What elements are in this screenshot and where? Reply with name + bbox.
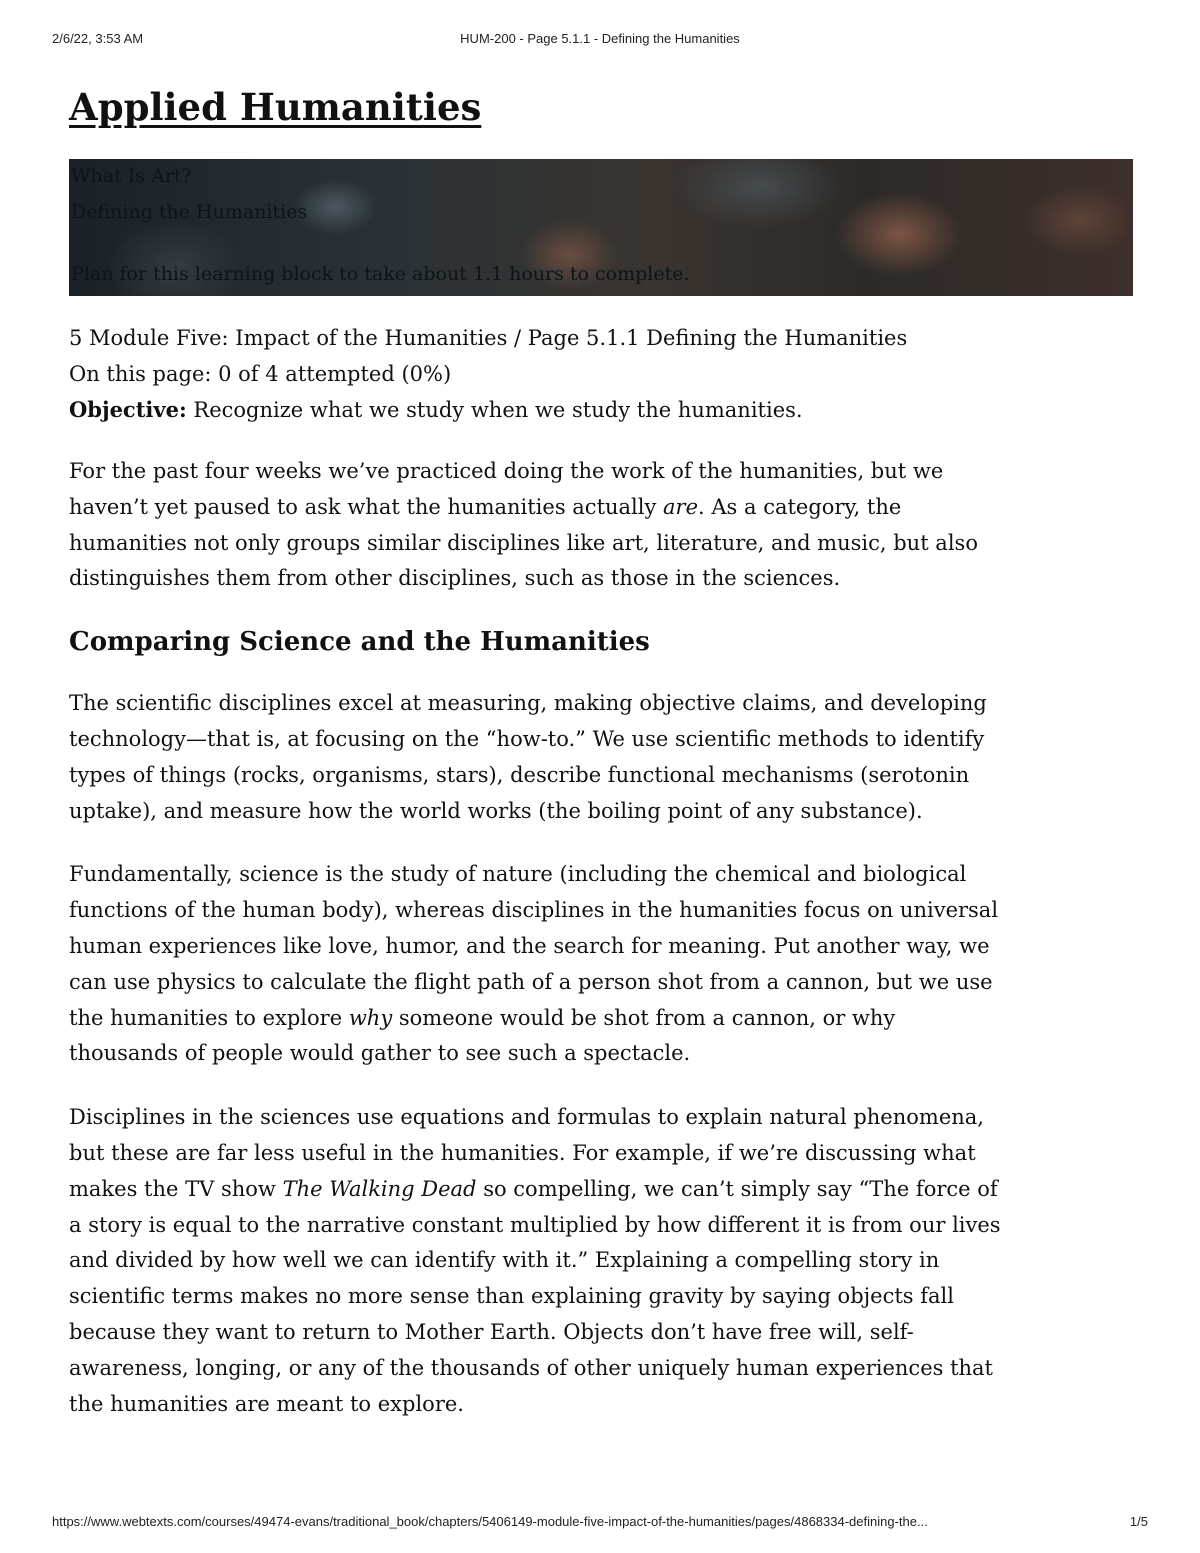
text-line: Disciplines in the sciences use equations and formulas to explain natural phenomena, [69, 1105, 984, 1130]
objective [69, 392, 1135, 428]
main-content [69, 82, 1135, 1422]
text-line: the humanities to explore [69, 1005, 349, 1030]
text-line: technology—that is, at focusing on the “how-to.” We use scientific methods to identify [69, 726, 985, 751]
text-line: but these are far less useful in the humanities. For example, if we’re discussing what [69, 1140, 976, 1165]
breadcrumb: 5 Module Five: Impact of the Humanities / Page 5.1.1 Defining the Humanities [69, 326, 908, 350]
module-banner [69, 159, 1133, 296]
text-line: types of things (rocks, organisms, stars), describe functional mechanisms (serotonin [69, 762, 970, 787]
text-line: Fundamentally, science is the study of nature (including the chemical and biological [69, 862, 967, 887]
text-line: a story is equal to the narrative constant multiplied by how different it is from our lives [69, 1212, 1001, 1237]
paragraph-equations [69, 1100, 1135, 1422]
print-page-number: 1/5 [1129, 1514, 1148, 1529]
print-url: https://www.webtexts.com/courses/49474-evans/traditional_book/chapters/5406149-module-five-impact-of-the-humanities/pages/4868334-defining-the... [52, 1514, 928, 1529]
text-line: The scientific disciplines excel at measuring, making objective claims, and developing [69, 691, 987, 716]
intro-paragraph [69, 454, 1135, 597]
paragraph-science [69, 686, 1135, 829]
print-datetime: 2/6/22, 3:53 AM [52, 31, 144, 46]
banner-time-estimate: Plan for this learning block to take about 1.1 hours to complete. [71, 263, 690, 285]
print-header [0, 31, 1200, 51]
text-line: distinguishes them from other disciplines, such as those in the sciences. [69, 566, 841, 591]
text-line: . As a category, the [698, 494, 902, 519]
text-line: makes the TV show [69, 1176, 283, 1201]
text-line: human experiences like love, humor, and the search for meaning. Put another way, we [69, 933, 990, 958]
text-line: and divided by how well we can identify with it.” Explaining a compelling story in [69, 1248, 940, 1273]
text-line: so compelling, we can’t simply say “The force of [476, 1176, 998, 1201]
emphasis-why: why [348, 1005, 393, 1030]
banner-section-label: What Is Art? [71, 165, 192, 187]
show-title-walking-dead: The Walking Dead [282, 1176, 477, 1201]
page-title: Applied Humanities [69, 85, 482, 129]
print-footer [0, 1514, 1200, 1534]
print-document-title: HUM-200 - Page 5.1.1 - Defining the Humanities [460, 31, 740, 46]
paragraph-nature [69, 857, 1135, 1072]
text-line: haven’t yet paused to ask what the humanities actually [69, 494, 664, 519]
text-line: For the past four weeks we’ve practiced doing the work of the humanities, but we [69, 459, 944, 483]
text-line: thousands of people would gather to see such a spectacle. [69, 1041, 691, 1066]
objective-label: Objective: [69, 397, 187, 422]
attempted-status: On this page: 0 of 4 attempted (0%) [69, 362, 452, 386]
objective-text: Recognize what we study when we study the humanities. [186, 398, 803, 422]
text-line: can use physics to calculate the flight path of a person shot from a cannon, but we use [69, 969, 993, 994]
text-line: someone would be shot from a cannon, or why [392, 1005, 896, 1030]
text-line: awareness, longing, or any of the thousands of other uniquely human experiences that [69, 1355, 993, 1380]
text-line: uptake), and measure how the world works (the boiling point of any substance). [69, 798, 923, 823]
section-heading: Comparing Science and the Humanities [69, 627, 650, 658]
banner-page-title: Defining the Humanities [71, 201, 308, 223]
text-line: because they want to return to Mother Earth. Objects don’t have free will, self- [69, 1319, 914, 1344]
text-line: functions of the human body), whereas disciplines in the humanities focus on universal [69, 898, 999, 923]
emphasis-are: are [663, 494, 699, 519]
text-line: the humanities are meant to explore. [69, 1391, 464, 1416]
text-line: humanities not only groups similar disciplines like art, literature, and music, but also [69, 530, 978, 555]
text-line: scientific terms makes no more sense than explaining gravity by saying objects fall [69, 1284, 954, 1309]
